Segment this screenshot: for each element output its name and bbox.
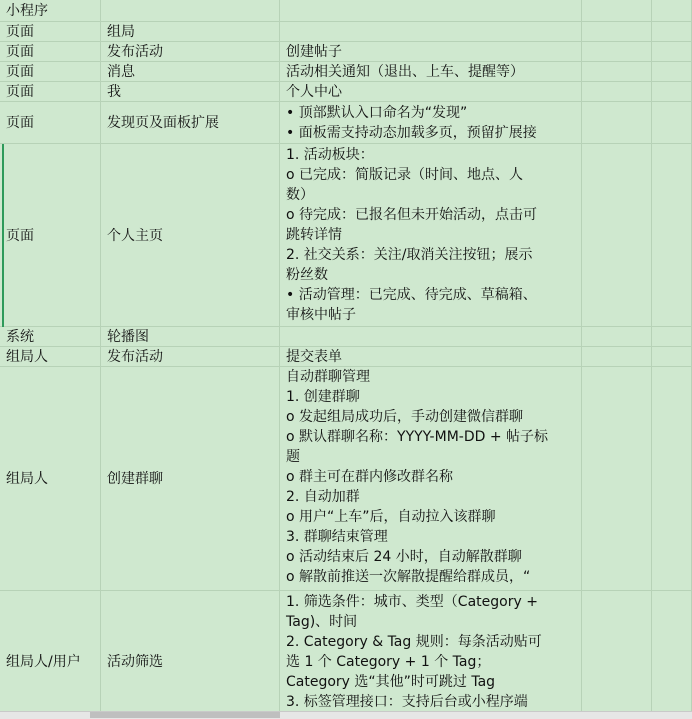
- table-row: [0, 62, 692, 82]
- cell-line: o 解散前推送一次解散提醒给群成员，“: [286, 569, 531, 585]
- cell-col-b[interactable]: [101, 0, 280, 22]
- cell-line: 题: [286, 449, 300, 465]
- cell-col-b[interactable]: 创建群聊: [107, 471, 163, 487]
- cell-col-b[interactable]: 消息: [107, 64, 135, 80]
- cell-col-c[interactable]: 个人中心: [286, 84, 342, 100]
- table-row: [0, 102, 692, 144]
- cell-col-b[interactable]: 发现页及面板扩展: [107, 115, 219, 131]
- cell-col-a[interactable]: 组局人: [6, 471, 48, 487]
- table-row: [0, 327, 692, 347]
- cell-line: o 已完成：简版记录（时间、地点、人: [286, 167, 524, 183]
- cell-line: o 活动结束后 24 小时，自动解散群聊: [286, 549, 522, 565]
- cell-line: • 面板需支持动态加载多页，预留扩展接: [286, 125, 537, 141]
- cell-line: Tag)、时间: [286, 614, 358, 630]
- cell-col-b[interactable]: 发布活动: [107, 44, 163, 60]
- table-row: [0, 82, 692, 102]
- cell-line: o 待完成：已报名但未开始活动，点击可: [286, 207, 538, 223]
- cell-col-b[interactable]: 活动筛选: [107, 654, 163, 670]
- cell-line: 3. 标签管理接口：支持后台或小程序端: [286, 694, 528, 710]
- cell-line: 1. 创建群聊: [286, 389, 360, 405]
- cell-col-a[interactable]: 页面: [6, 115, 34, 131]
- cell-line: • 顶部默认入口命名为“发现”: [286, 105, 468, 121]
- cell-col-a[interactable]: 组局人/用户: [6, 654, 81, 670]
- cell-col-c[interactable]: [280, 591, 582, 711]
- cell-line: 3. 群聊结束管理: [286, 529, 388, 545]
- cell-line: o 用户“上车”后，自动拉入该群聊: [286, 509, 496, 525]
- cell-line: 审核中帖子: [286, 307, 356, 323]
- cell-col-c[interactable]: [280, 367, 582, 591]
- cell-col-c[interactable]: 创建帖子: [286, 44, 342, 60]
- cell-line: 自动群聊管理: [286, 369, 370, 385]
- cell-col-a[interactable]: 系统: [6, 329, 34, 345]
- cell-line: 1. 筛选条件：城市、类型（Category +: [286, 594, 538, 610]
- table-row: [0, 42, 692, 62]
- table-row: [0, 347, 692, 367]
- cell-col-a[interactable]: 页面: [6, 24, 34, 40]
- cell-col-a[interactable]: 组局人: [6, 349, 48, 365]
- cell-col-a[interactable]: 页面: [6, 44, 34, 60]
- cell-col-b[interactable]: 组局: [107, 24, 135, 40]
- table-row: [0, 144, 692, 327]
- horizontal-scrollbar-thumb[interactable]: [90, 712, 280, 718]
- cell-col-b[interactable]: 发布活动: [107, 349, 163, 365]
- cell-col-c[interactable]: [280, 102, 582, 144]
- cell-col-a[interactable]: 页面: [6, 227, 34, 244]
- cell-line: 跳转详情: [286, 227, 342, 243]
- cell-col-a[interactable]: 页面: [6, 64, 34, 80]
- cell-line: 选 1 个 Category + 1 个 Tag；: [286, 654, 491, 670]
- cell-line: Category 选“其他”时可跳过 Tag: [286, 674, 496, 690]
- cell-col-b[interactable]: 我: [107, 84, 121, 100]
- cell-col-b[interactable]: 个人主页: [107, 227, 163, 244]
- table-row: [0, 367, 692, 591]
- cell-line: 数）: [286, 187, 314, 203]
- cell-line: • 活动管理：已完成、待完成、草稿箱、: [286, 287, 537, 303]
- cell-line: 2. 社交关系：关注/取消关注按钮；展示: [286, 247, 533, 263]
- cell-col-c[interactable]: 提交表单: [286, 349, 342, 365]
- table-row: [0, 0, 692, 22]
- table-row: [0, 591, 692, 711]
- cell-col-c[interactable]: 活动相关通知（退出、上车、提醒等）: [286, 64, 524, 80]
- cell-line: o 群主可在群内修改群名称: [286, 469, 454, 485]
- cell-col-a[interactable]: 小程序: [6, 3, 48, 19]
- cell-line: o 默认群聊名称：YYYY-MM-DD + 帖子标: [286, 429, 549, 445]
- cell-line: 2. Category & Tag 规则：每条活动贴可: [286, 634, 542, 650]
- cell-line: 1. 活动板块：: [286, 147, 374, 163]
- active-selection-edge: [2, 144, 4, 327]
- cell-line: 2. 自动加群: [286, 489, 360, 505]
- cell-line: o 发起组局成功后，手动创建微信群聊: [286, 409, 524, 425]
- cell-line: 粉丝数: [286, 267, 328, 283]
- cell-col-c[interactable]: [280, 144, 582, 327]
- table-row: [0, 22, 692, 42]
- cell-col-a[interactable]: 页面: [6, 84, 34, 100]
- cell-col-b[interactable]: 轮播图: [107, 329, 149, 345]
